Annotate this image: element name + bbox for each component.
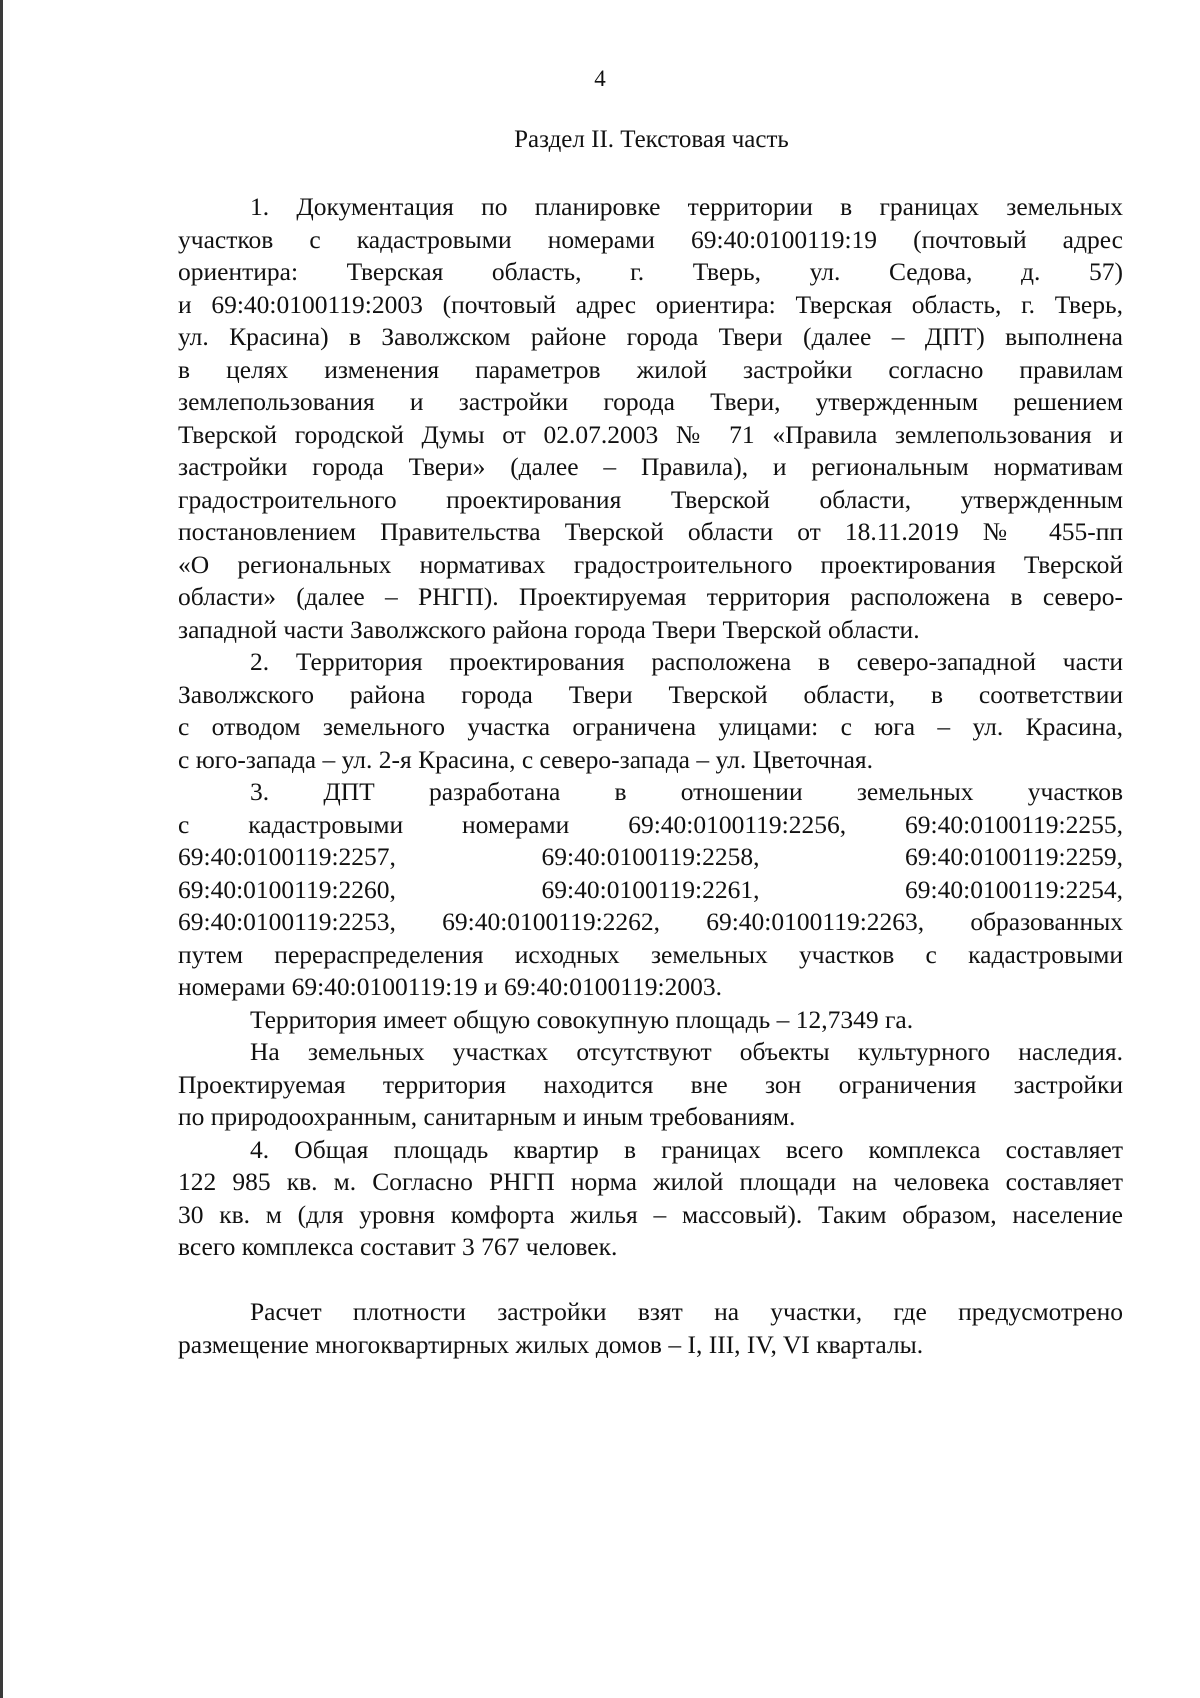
- text-line: 69:40:0100119:2257, 69:40:0100119:2258, 69:40:0100119:2259,: [178, 842, 1123, 871]
- text-line: западной части Заволжского района города Твери Тверской области.: [178, 614, 920, 644]
- text-line: На земельных участках отсутствуют объекты культурного наследия.: [250, 1037, 1123, 1066]
- scan-left-edge: [0, 0, 3, 1698]
- text-line: ориентира: Тверская область, г. Тверь, ул. Седова, д. 57): [178, 257, 1123, 286]
- text-line: и 69:40:0100119:2003 (почтовый адрес ориентира: Тверская область, г. Тверь,: [178, 289, 1123, 319]
- text-line: Проектируемая территория находится вне зон ограничения застройки: [178, 1069, 1123, 1099]
- text-line: 4. Общая площадь квартир в границах всего комплекса составляет: [250, 1134, 1123, 1164]
- page-number: 4: [594, 66, 606, 91]
- section-title: Раздел II. Текстовая часть: [514, 126, 789, 153]
- text-line: Территория имеет общую совокупную площадь – 12,7349 га.: [250, 1004, 914, 1034]
- text-line: Расчет плотности застройки взят на участки, где предусмотрено: [250, 1297, 1123, 1326]
- text-line: с юго-запада – ул. 2-я Красина, с северо-запада – ул. Цветочная.: [178, 744, 873, 774]
- text-line: 2. Территория проектирования расположена в северо-западной части: [250, 647, 1123, 676]
- text-line: землепользования и застройки города Твери, утвержденным решением: [178, 387, 1123, 416]
- text-line: 122 985 кв. м. Согласно РНГП норма жилой площади на человека составляет: [178, 1167, 1123, 1196]
- text-line: застройки города Твери» (далее – Правила), и региональным нормативам: [178, 452, 1123, 481]
- text-line: области» (далее – РНГП). Проектируемая территория расположена в северо-: [178, 582, 1123, 611]
- text-line: номерами 69:40:0100119:19 и 69:40:0100119:2003.: [178, 972, 722, 1001]
- text-line: по природоохранным, санитарным и иным требованиям.: [178, 1102, 796, 1131]
- text-line: путем перераспределения исходных земельных участков с кадастровыми: [178, 939, 1123, 969]
- text-line: в целях изменения параметров жилой застройки согласно правилам: [178, 354, 1123, 384]
- text-line: Заволжского района города Твери Тверской области, в соответствии: [178, 679, 1123, 709]
- text-line: Тверской городской Думы от 02.07.2003 № 71 «Правила землепользования и: [178, 419, 1123, 449]
- text-line: 1. Документация по планировке территории в границах земельных: [250, 192, 1123, 221]
- blank-line: [178, 1264, 1123, 1297]
- text-line: всего комплекса составит 3 767 человек.: [178, 1232, 618, 1261]
- text-line: 69:40:0100119:2260, 69:40:0100119:2261, 69:40:0100119:2254,: [178, 874, 1123, 904]
- text-line: с кадастровыми номерами 69:40:0100119:2256, 69:40:0100119:2255,: [178, 809, 1123, 839]
- text-line: ул. Красина) в Заволжском районе города Твери (далее – ДПТ) выполнена: [178, 322, 1123, 351]
- text-line: 69:40:0100119:2253, 69:40:0100119:2262, 69:40:0100119:2263, образованных: [178, 907, 1123, 936]
- text-line: размещение многоквартирных жилых домов – I, III, IV, VI кварталы.: [178, 1329, 924, 1359]
- text-line: 3. ДПТ разработана в отношении земельных участков: [250, 777, 1123, 806]
- text-line: градостроительного проектирования Тверской области, утвержденным: [178, 484, 1123, 514]
- text-line: участков с кадастровыми номерами 69:40:0100119:19 (почтовый адрес: [178, 224, 1123, 254]
- text-line: постановлением Правительства Тверской области от 18.11.2019 № 455-пп: [178, 517, 1123, 546]
- text-line: «О региональных нормативах градостроительного проектирования Тверской: [178, 549, 1123, 579]
- body-text: [178, 191, 1123, 1361]
- text-line: 30 кв. м (для уровня комфорта жилья – массовый). Таким образом, население: [178, 1199, 1123, 1229]
- text-line: с отводом земельного участка ограничена улицами: с юга – ул. Красина,: [178, 712, 1123, 741]
